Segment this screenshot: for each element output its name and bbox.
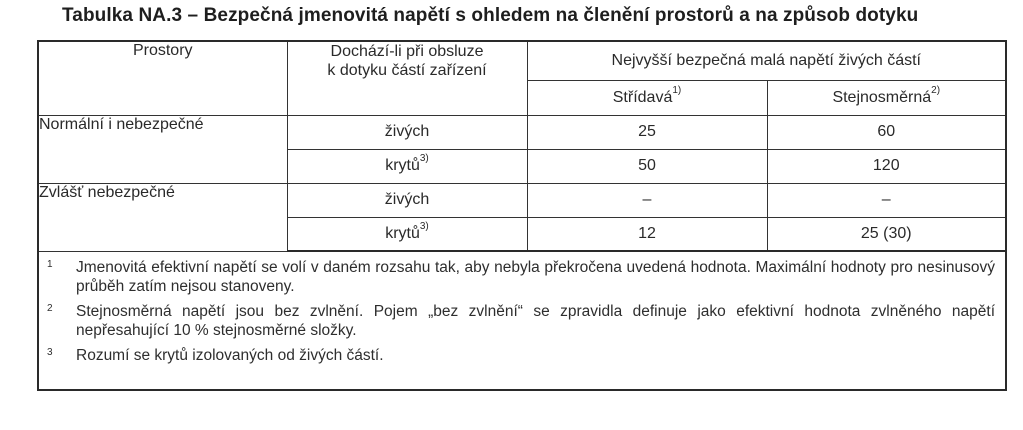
header-stridava-label: Střídavá	[612, 88, 673, 106]
header-prostory: Prostory	[39, 42, 287, 115]
header-dochazi-line1: Dochází-li při obsluze	[330, 43, 484, 60]
dc-cell: 60	[767, 115, 1005, 149]
contact-cell	[287, 115, 527, 149]
footnote-ref-3: 3)	[419, 220, 429, 232]
header-stejnosmerna-label: Stejnosměrná	[832, 88, 932, 106]
table-title: Tabulka NA.3 – Bezpečná jmenovitá napětí s ohledem na členění prostorů a na způsob dotyku	[62, 5, 919, 26]
footnote-text: Rozumí se krytů izolovaných od živých částí.	[76, 347, 384, 364]
footnotes	[39, 258, 1005, 371]
contact-label: krytů	[385, 224, 420, 242]
footnote	[39, 346, 1005, 365]
table-row	[39, 115, 1005, 149]
footnote-number: 2	[47, 303, 53, 314]
ac-cell: 25	[527, 115, 767, 149]
contact-label: živých	[384, 191, 430, 208]
footnote-number: 1	[47, 259, 53, 270]
header-dochazi-line2: k dotyku částí zařízení	[327, 62, 487, 79]
footnote	[39, 302, 1005, 340]
contact-cell	[287, 183, 527, 217]
dc-cell: –	[767, 183, 1005, 217]
footnote-number: 3	[47, 347, 53, 358]
footnote-ref-3: 3)	[419, 153, 429, 164]
header-stridava	[527, 80, 767, 115]
voltage-table	[39, 42, 1005, 252]
contact-cell	[287, 149, 527, 183]
footnote-ref-2: 2)	[931, 84, 941, 96]
dc-cell: 120	[767, 149, 1005, 183]
ac-cell: 12	[527, 217, 767, 251]
footnote	[39, 258, 1005, 296]
dc-cell: 25 (30)	[767, 217, 1005, 251]
ac-cell: –	[527, 183, 767, 217]
contact-cell	[287, 217, 527, 251]
contact-label: krytů	[385, 157, 420, 174]
space-cell: Normální i nebezpečné	[39, 115, 287, 183]
table-row	[39, 183, 1005, 217]
footnote-ref-1: 1)	[672, 84, 682, 96]
space-cell: Zvlášť nebezpečné	[39, 183, 287, 251]
footnote-text: Stejnosměrná napětí jsou bez zvlnění. Pojem „bez zvlnění“ se zpravidla definuje jako efektivní hodnota zvlněného napětí nepřesahující 10 % stejnosměrné složky.	[76, 303, 995, 339]
footnote-text: Jmenovitá efektivní napětí se volí v daném rozsahu tak, aby nebyla překročena uvedená hodnota. Maximální hodnoty pro nesinusový průběh zatím nejsou stanoveny.	[76, 259, 995, 295]
header-nejvyssi: Nejvyšší bezpečná malá napětí živých částí	[527, 42, 1005, 80]
table-frame	[37, 40, 1007, 391]
header-dochazi	[287, 42, 527, 115]
contact-label: živých	[384, 123, 430, 140]
ac-cell: 50	[527, 149, 767, 183]
header-stejnosmerna	[767, 80, 1005, 115]
